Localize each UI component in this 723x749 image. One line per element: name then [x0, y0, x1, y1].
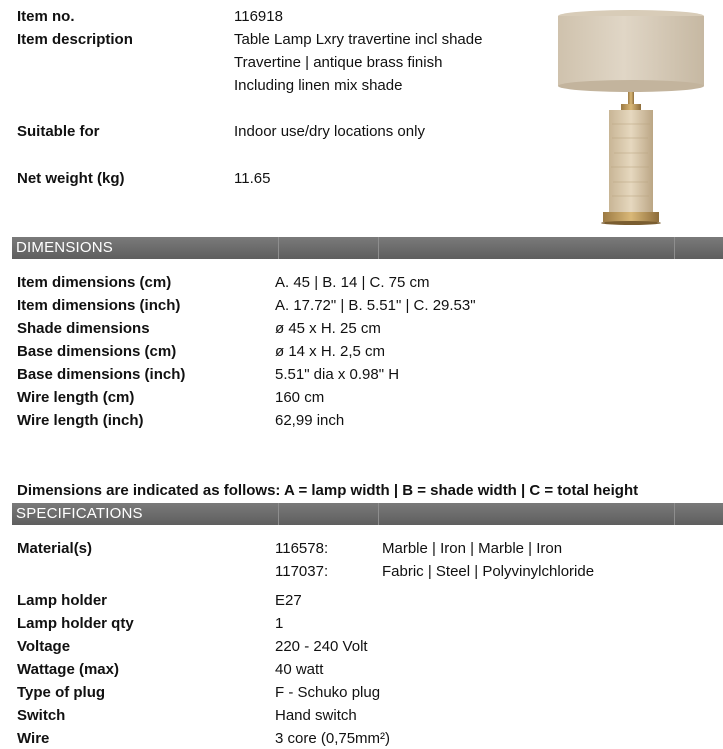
suitable-for-value: Indoor use/dry locations only: [234, 123, 425, 140]
spec-label: Type of plug: [17, 684, 106, 701]
spec-value: 220 - 240 Volt: [275, 638, 368, 655]
item-description-label: Item description: [17, 31, 133, 48]
materials-label: Material(s): [17, 540, 93, 557]
item-description-line: Including linen mix shade: [234, 77, 403, 94]
dimensions-legend-note: Dimensions are indicated as follows: A = lamp width | B = shade width | C = total height: [17, 482, 639, 499]
dimension-label: Base dimensions (inch): [17, 366, 186, 383]
material-code: 117037:: [275, 563, 329, 580]
dimension-value: A. 45 | B. 14 | C. 75 cm: [275, 274, 430, 291]
dimension-value: 62,99 inch: [275, 412, 345, 429]
spec-label: Wire: [17, 730, 50, 747]
dimensions-title: DIMENSIONS: [16, 239, 114, 256]
spec-value: 3 core (0,75mm²): [275, 730, 391, 747]
dimension-label: Wire length (inch): [17, 412, 144, 429]
dimension-label: Wire length (cm): [17, 389, 135, 406]
dimension-label: Shade dimensions: [17, 320, 150, 337]
lamp-stem: [628, 92, 634, 106]
dimension-label: Item dimensions (cm): [17, 274, 172, 291]
net-weight-label: Net weight (kg): [17, 170, 125, 187]
specifications-section-header: [12, 503, 723, 525]
travertine-column: [609, 110, 653, 212]
spec-label: Lamp holder: [17, 592, 108, 609]
spec-value: E27: [275, 592, 302, 609]
dimension-value: 160 cm: [275, 389, 325, 406]
spec-label: Lamp holder qty: [17, 615, 134, 632]
specifications-title: SPECIFICATIONS: [16, 505, 143, 522]
dimension-value: 5.51" dia x 0.98" H: [275, 366, 400, 383]
item-no-label: Item no.: [17, 8, 75, 25]
dimensions-section-header: [12, 237, 723, 259]
spec-value: 40 watt: [275, 661, 324, 678]
spec-value: 1: [275, 615, 284, 632]
net-weight-value: 11.65: [234, 170, 271, 187]
material-value: Marble | Iron | Marble | Iron: [382, 540, 563, 557]
item-description-line: Table Lamp Lxry travertine incl shade: [234, 31, 483, 48]
spec-label: Wattage (max): [17, 661, 119, 678]
dimension-value: A. 17.72" | B. 5.51" | C. 29.53": [275, 297, 476, 314]
dimension-value: ø 45 x H. 25 cm: [275, 320, 381, 337]
spec-label: Switch: [17, 707, 66, 724]
suitable-for-label: Suitable for: [17, 123, 100, 140]
spec-value: Hand switch: [275, 707, 357, 724]
material-value: Fabric | Steel | Polyvinylchloride: [382, 563, 595, 580]
spec-value: F - Schuko plug: [275, 684, 381, 701]
spec-label: Voltage: [17, 638, 71, 655]
lamp-base: [603, 212, 659, 222]
lamp-shade: [558, 10, 704, 92]
item-no-value: 116918: [234, 8, 283, 25]
dimension-label: Item dimensions (inch): [17, 297, 181, 314]
dimension-value: ø 14 x H. 2,5 cm: [275, 343, 386, 360]
table-lamp-image: [556, 6, 706, 228]
dimension-label: Base dimensions (cm): [17, 343, 177, 360]
item-description-line: Travertine | antique brass finish: [234, 54, 443, 71]
material-code: 116578:: [275, 540, 329, 557]
lamp-collar: [621, 104, 641, 110]
